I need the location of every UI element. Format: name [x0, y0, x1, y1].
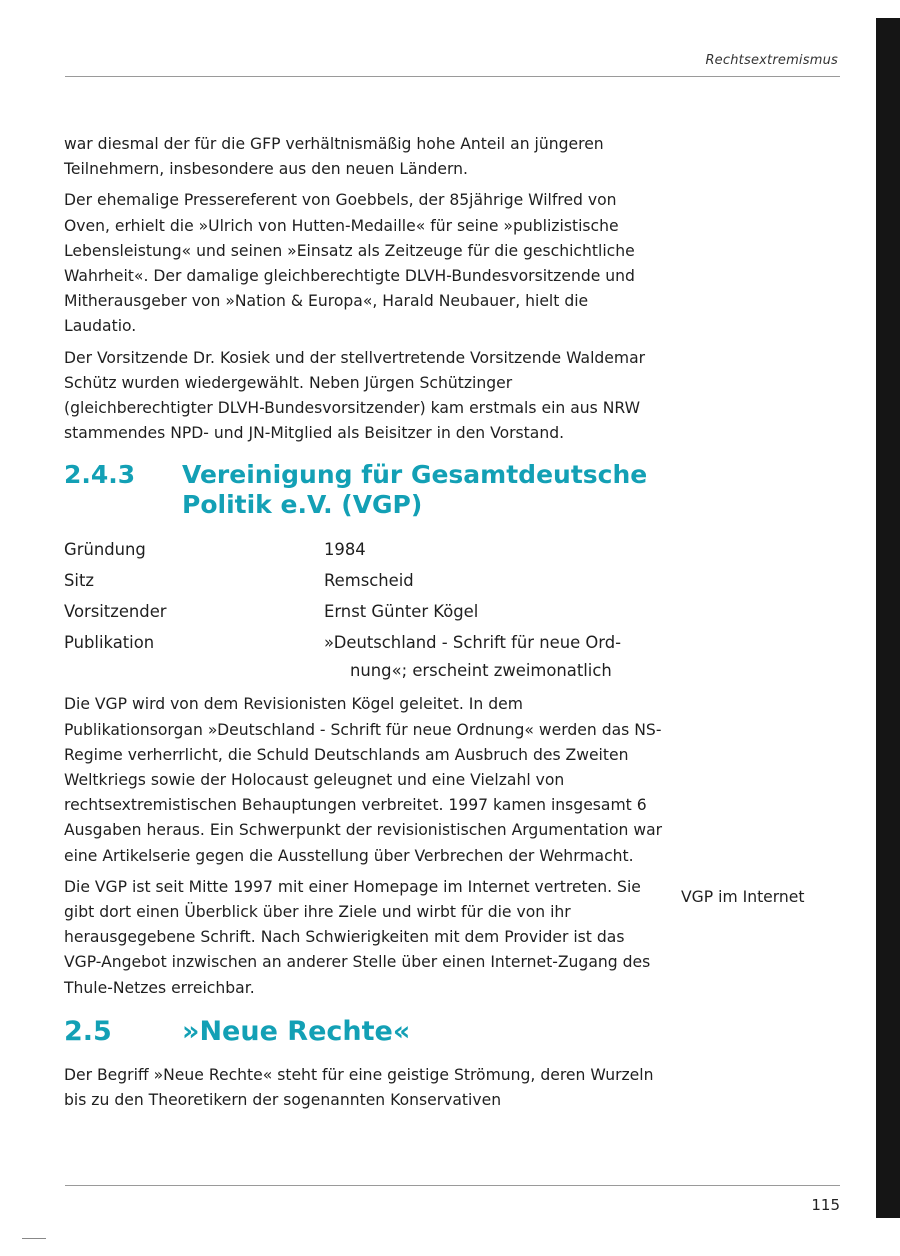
fact-row-gruendung: [64, 534, 664, 565]
fact-value: Ernst Günter Kögel: [324, 602, 479, 622]
section-heading-2-5: [64, 1017, 664, 1047]
section-title: Vereinigung für Gesamtdeutsche Politik e.V. (VGP): [182, 460, 648, 520]
header-rule: [65, 76, 840, 77]
fact-label: Gründung: [64, 540, 146, 560]
fact-value: »Deutschland - Schrift für neue Ord-: [324, 633, 622, 653]
fact-value: 1984: [324, 540, 366, 560]
paragraph: war diesmal der für die GFP verhältnismäßig hohe Anteil an jüngeren Teilnehmern, insbesondere aus den neuen Ländern.: [64, 135, 604, 179]
fact-value: Remscheid: [324, 571, 414, 591]
fact-label: Vorsitzender: [64, 602, 167, 622]
section-number: 2.4.3: [64, 460, 136, 490]
fact-value-continuation: nung«; erscheint zweimonatlich: [350, 661, 612, 681]
paragraph: Der Begriff »Neue Rechte« steht für eine geistige Strömung, deren Wurzeln bis zu den Theoretikern der sogenannten Konservativen: [64, 1065, 654, 1110]
fact-table: [64, 534, 664, 684]
scan-edge-bar: [876, 18, 900, 1218]
scan-corner-mark: [22, 1238, 46, 1239]
fact-label: Publikation: [64, 633, 155, 653]
fact-row-publikation: [64, 627, 664, 684]
fact-row-vorsitzender: [64, 596, 664, 627]
paragraph: Der ehemalige Pressereferent von Goebbels, der 85jährige Wilfred von Oven, erhielt die »Ulrich von Hutten-Medaille« für seine »publizistische Lebensleistung« und seinen »Einsatz als Zeitzeuge für die geschichtliche Wahrheit«. Der damalige gleichberechtigte DLVH-Bundesvorsitzende und Mitherausgeber von »Nation & Europa«, Harald Neubauer, hielt die Laudatio.: [64, 191, 635, 336]
section-title: »Neue Rechte«: [182, 1015, 411, 1047]
section-heading-2-4-3: [64, 460, 664, 520]
fact-value-group: [324, 627, 664, 684]
paragraph: Die VGP wird von dem Revisionisten Kögel geleitet. In dem Publikationsorgan »Deutschland - Schrift für neue Ordnung« werden das NS-Regime verherrlicht, die Schuld Deutschlands am Ausbruch des Zweiten Weltkriegs sowie der Holocaust geleugnet und eine Vielzahl von rechtsextremistischen Behauptungen verbreitet. 1997 kamen insgesamt 6 Ausgaben heraus. Ein Schwerpunkt der revisionistischen Argumentation war eine Artikelserie gegen die Ausstellung über Verbrechen der Wehrmacht.: [64, 695, 663, 865]
paragraph: Die VGP ist seit Mitte 1997 mit einer Homepage im Internet vertreten. Sie gibt dort einen Überblick über ihre Ziele und wirbt für die von ihr herausgegebene Schrift. Nach Schwierigkeiten mit dem Provider ist das VGP-Angebot inzwischen an anderer Stelle über einen Internet-Zugang des Thule-Netzes erreichbar.: [64, 877, 651, 997]
fact-label: Sitz: [64, 571, 94, 591]
main-text: [64, 132, 664, 1119]
section-number: 2.5: [64, 1015, 112, 1047]
running-head: Rechtsextremismus: [705, 53, 838, 68]
paragraph: Der Vorsitzende Dr. Kosiek und der stellvertretende Vorsitzende Waldemar Schütz wurden wiedergewählt. Neben Jürgen Schützinger (gleichberechtigter DLVH-Bundesvorsitzender) kam erstmals ein aus NRW stammendes NPD- und JN-Mitglied als Beisitzer in den Vorstand.: [64, 348, 646, 443]
footer-rule: [65, 1185, 840, 1186]
margin-note: VGP im Internet: [681, 888, 805, 906]
fact-row-sitz: [64, 565, 664, 596]
page-number: 115: [811, 1196, 840, 1214]
